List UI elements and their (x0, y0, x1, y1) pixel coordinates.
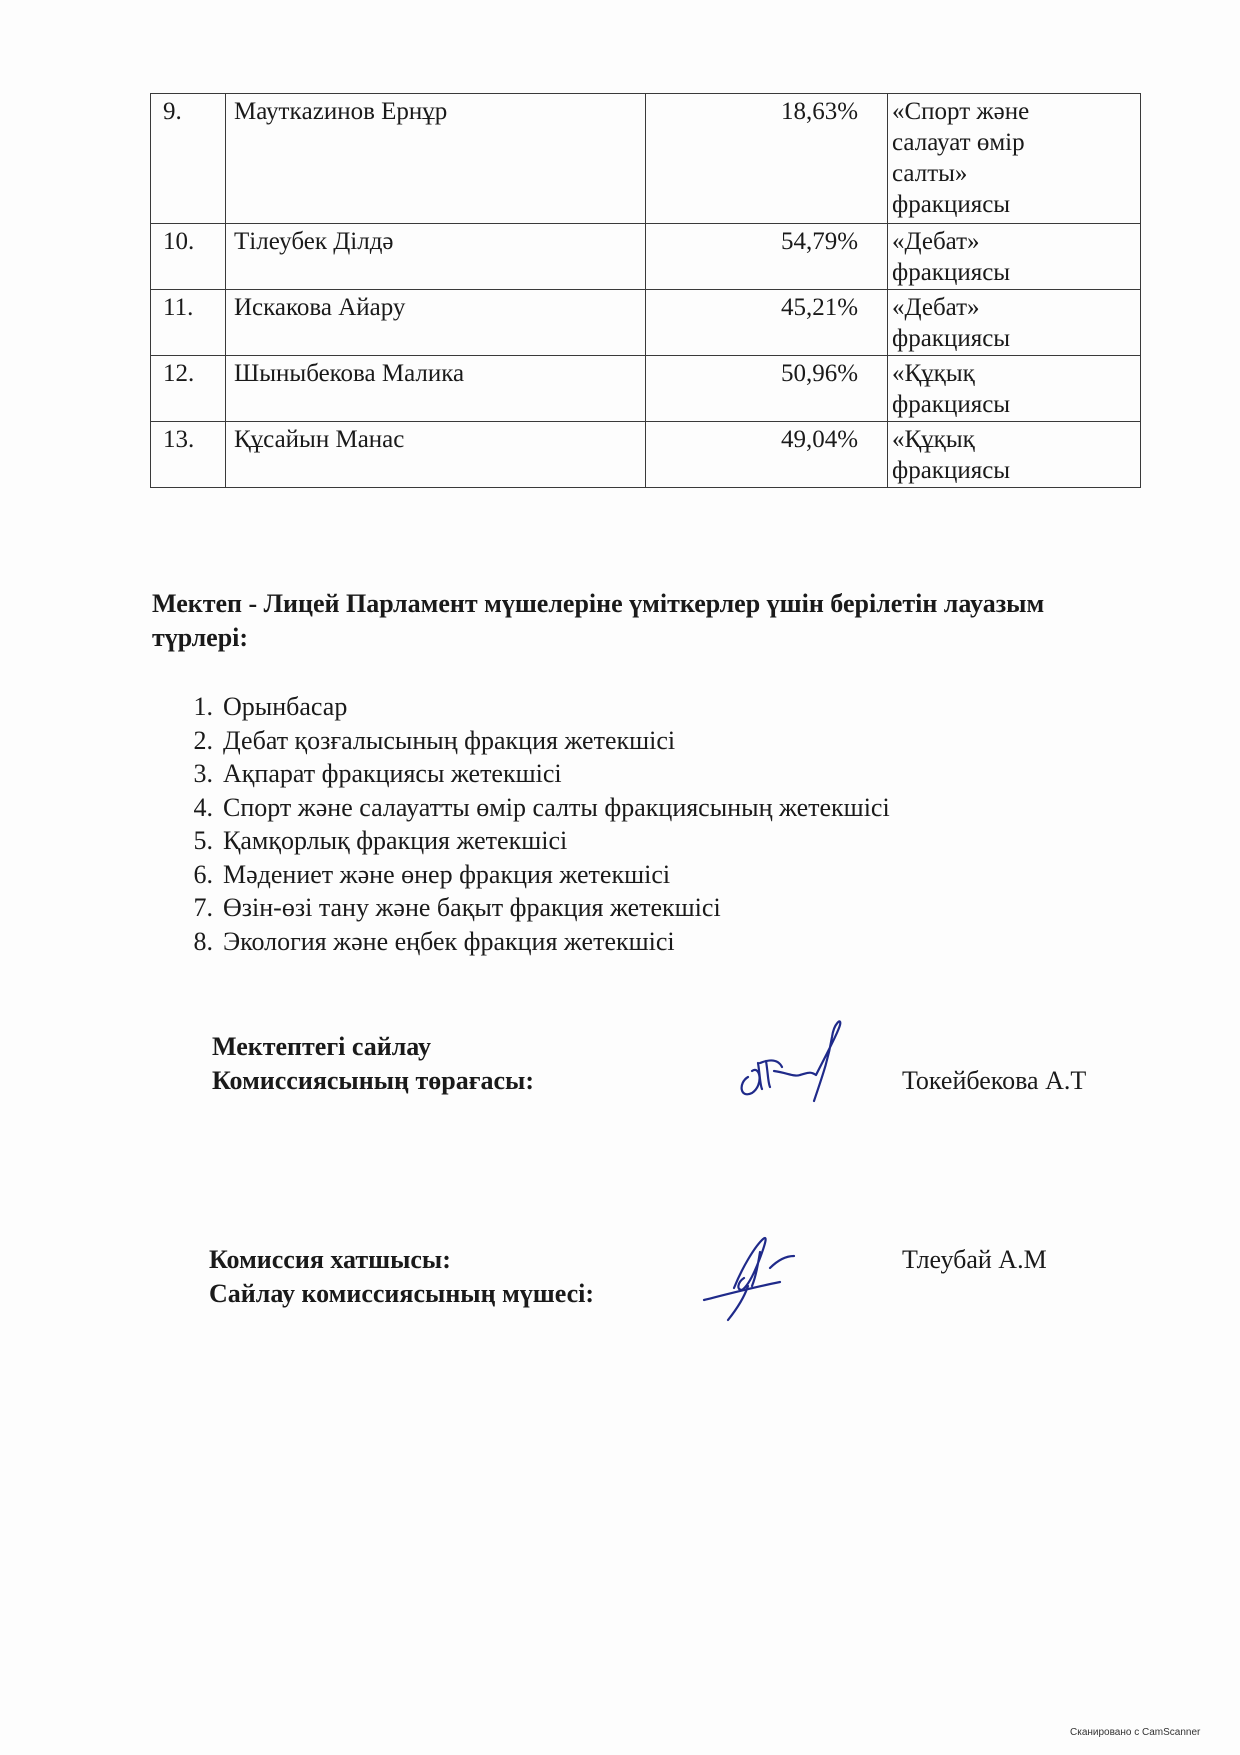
faction-name (888, 94, 1141, 224)
vote-percent: 54,79% (646, 224, 888, 290)
list-item-label: Өзін-өзі тану және бақыт фракция жетекшісі (223, 893, 721, 922)
chair-role-line1: Мектептегі сайлау (212, 1032, 431, 1061)
faction-line: фракциясы (892, 457, 1011, 484)
table-row (151, 94, 1141, 224)
positions-list (175, 690, 890, 958)
list-item-label: Қамқорлық фракция жетекшісі (223, 826, 568, 855)
secretary-role (209, 1243, 594, 1311)
vote-percent: 50,96% (646, 356, 888, 422)
table-row (151, 290, 1141, 356)
list-item (175, 757, 890, 791)
list-item-number: 4. (193, 792, 213, 822)
faction-line: «Спорт және (892, 98, 1030, 125)
list-item-number: 5. (193, 826, 213, 855)
vote-percent: 18,63% (646, 94, 888, 224)
list-item-number: 6. (193, 859, 213, 889)
list-item-label: Экология және еңбек фракция жетекшісі (223, 926, 675, 956)
list-item-number: 3. (193, 759, 213, 788)
faction-line: «Дебат» (892, 294, 980, 321)
faction-line: «Құқық (892, 426, 975, 453)
table-row (151, 224, 1141, 290)
candidate-name: Мауткazинов Ернұр (226, 94, 646, 224)
candidate-name: Тілеубек Ділдә (226, 224, 646, 290)
list-item (175, 858, 890, 892)
list-item-label: Орынбасар (223, 692, 348, 721)
list-item (175, 925, 890, 959)
table-row (151, 356, 1141, 422)
faction-line: фракциясы (892, 259, 1011, 286)
chair-role-line2: Комиссиясының төрағасы: (212, 1066, 535, 1095)
list-item (175, 724, 890, 758)
candidate-name: Искакова Айару (226, 290, 646, 356)
faction-name (888, 290, 1141, 356)
secretary-signature-mark (690, 1228, 800, 1328)
row-number: 11. (151, 290, 226, 356)
secretary-role-line2: Сайлау комиссиясының мүшесі: (209, 1279, 595, 1308)
list-item (175, 824, 890, 858)
row-number: 10. (151, 224, 226, 290)
table-row (151, 422, 1141, 488)
list-item-number: 1. (193, 692, 213, 721)
faction-line: салты» (892, 160, 968, 187)
row-number: 9. (151, 94, 226, 224)
faction-line: «Құқық (892, 360, 975, 387)
faction-name (888, 356, 1141, 422)
vote-percent: 49,04% (646, 422, 888, 488)
vote-percent: 45,21% (646, 290, 888, 356)
list-item-number: 7. (193, 893, 213, 922)
secretary-role-line1: Комиссия хатшысы: (209, 1245, 451, 1274)
secretary-name: Тлеубай А.М (902, 1245, 1047, 1274)
list-item-label: Ақпарат фракциясы жетекшісі (223, 759, 562, 788)
candidate-name: Құсайын Манас (226, 422, 646, 488)
list-item (175, 791, 890, 825)
chair-role (212, 1030, 534, 1098)
faction-line: фракциясы (892, 325, 1011, 352)
faction-name (888, 422, 1141, 488)
list-item-number: 2. (193, 725, 213, 755)
faction-line: фракциясы (892, 391, 1011, 418)
list-item (175, 891, 890, 925)
candidate-name: Шыныбекова Малика (226, 356, 646, 422)
list-item (175, 690, 890, 724)
faction-name (888, 224, 1141, 290)
row-number: 13. (151, 422, 226, 488)
faction-line: фракциясы (892, 191, 1011, 218)
chair-signature-mark (730, 1015, 850, 1110)
list-item-number: 8. (193, 926, 213, 956)
row-number: 12. (151, 356, 226, 422)
chair-name: Токейбекова А.Т (902, 1066, 1087, 1095)
list-item-label: Спорт және салауатты өмір салты фракциясының жетекшісі (223, 792, 890, 822)
faction-line: салауат өмір (892, 129, 1025, 156)
list-item-label: Дебат қозғалысының фракция жетекшісі (223, 725, 676, 755)
list-item-label: Мәдениет және өнер фракция жетекшісі (223, 859, 671, 889)
scanner-watermark: Сканировано с CamScanner (1070, 1727, 1201, 1738)
faction-line: «Дебат» (892, 228, 980, 255)
election-results-table (150, 93, 1141, 488)
positions-section-title: Мектеп - Лицей Парламент мүшелеріне үміткерлер үшін берілетін лауазым түрлері: (152, 589, 1045, 652)
